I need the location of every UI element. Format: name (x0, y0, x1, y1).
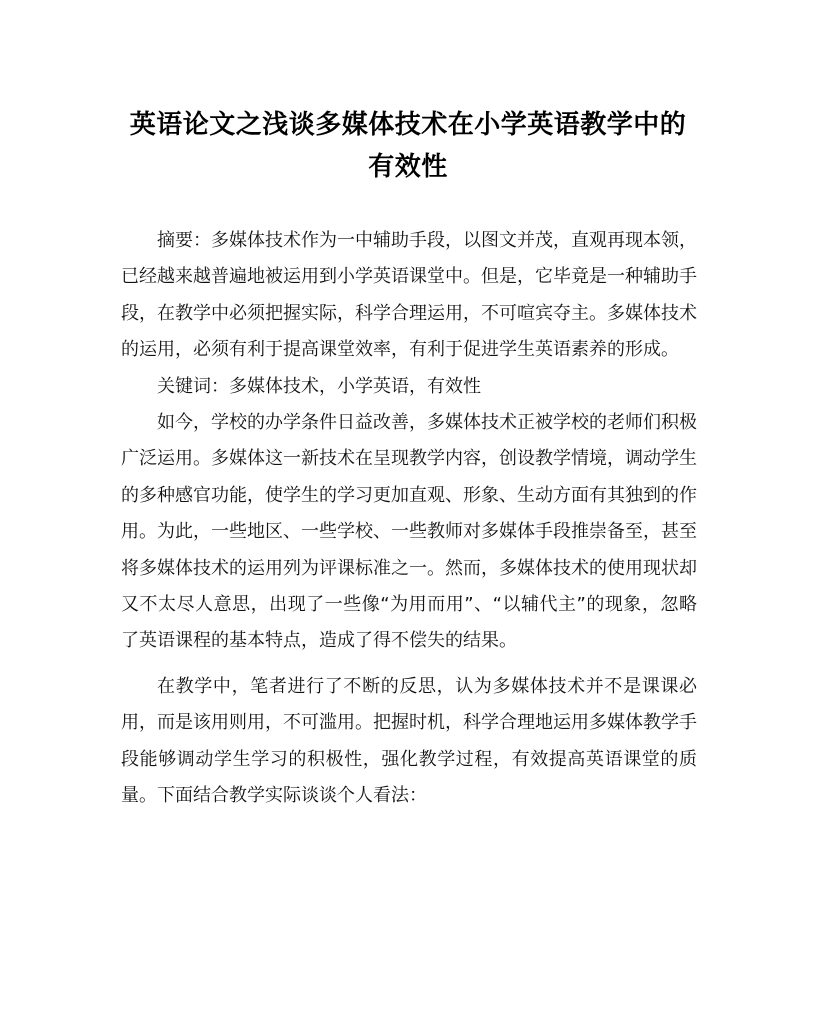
abstract-paragraph: 摘要：多媒体技术作为一中辅助手段，以图文并茂，直观再现本领，已经越来越普遍地被运用到小学英语课堂中。但是，它毕竟是一种辅助手段，在教学中必须把握实际，科学合理运用，不可喧宾夺主。多媒体技术的运用，必须有利于提高课堂效率，有利于促进学生英语素养的形成。 (121, 230, 697, 361)
body-paragraph: 如今，学校的办学条件日益改善，多媒体技术正被学校的老师们积极广泛运用。多媒体这一新技术在呈现教学内容，创设教学情境，调动学生的多种感官功能，使学生的学习更加直观、形象、生动方面有其独到的作用。为此，一些地区、一些学校、一些教师对多媒体手段推崇备至，甚至将多媒体技术的运用列为评课标准之一。然而，多媒体技术的使用现状却又不太尽人意思，出现了一些像“为用而用”、“以辅代主”的现象，忽略了英语课程的基本特点，造成了得不偿失的结果。 (121, 412, 697, 652)
body-paragraph: 在教学中，笔者进行了不断的反思，认为多媒体技术并不是课课必用，而是该用则用，不可滥用。把握时机，科学合理地运用多媒体教学手段能够调动学生学习的积极性，强化教学过程，有效提高英语课堂的质量。下面结合教学实际谈谈个人看法： (121, 675, 697, 807)
document-body (121, 223, 697, 815)
keywords-paragraph: 关键词：多媒体技术，小学英语，有效性 (157, 375, 481, 397)
document-title: 英语论文之浅谈多媒体技术在小学英语教学中的有效性 (129, 110, 687, 182)
